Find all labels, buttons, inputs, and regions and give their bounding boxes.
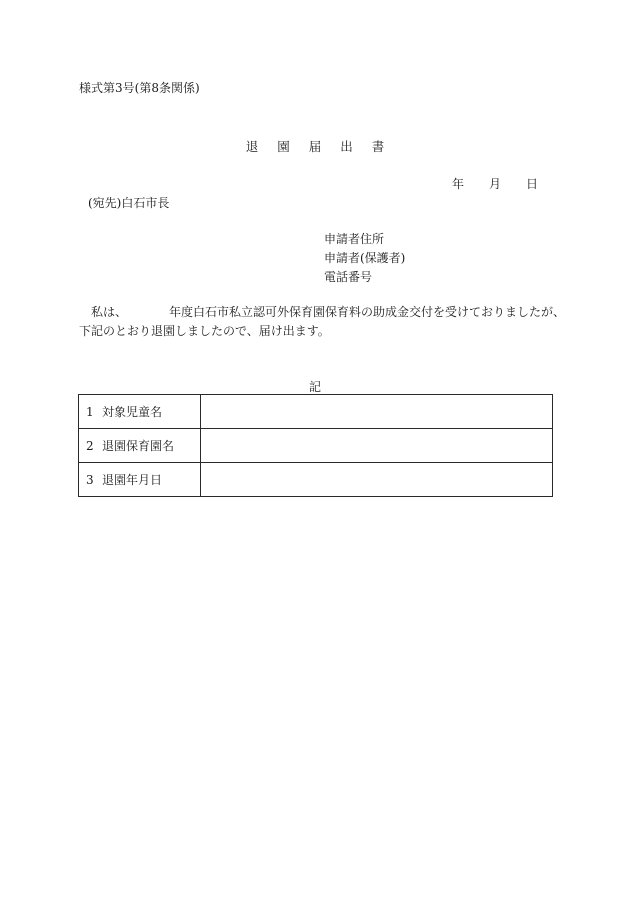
date-day-label: 日 — [526, 177, 539, 191]
date-year-label: 年 — [452, 177, 465, 191]
table-row — [79, 463, 553, 497]
row-label-cell — [79, 429, 201, 463]
ki-label: 記 — [308, 380, 321, 394]
row-label: 対象児童名 — [102, 405, 163, 419]
items-table — [78, 394, 553, 497]
row-label-cell — [79, 463, 201, 497]
date-line — [452, 175, 538, 192]
body-line1-rest: 年度白石市私立認可外保育園保育料の助成金交付を受けておりましたが、 — [169, 305, 566, 319]
body-line-1 — [79, 303, 566, 322]
date-month-label: 月 — [489, 177, 502, 191]
row-label: 退園年月日 — [102, 473, 163, 487]
table-row — [79, 395, 553, 429]
applicant-phone-label: 電話番号 — [324, 270, 373, 284]
row-label-cell — [79, 395, 201, 429]
form-number: 様式第3号(第8条関係) — [79, 81, 200, 95]
row-number: 3 — [86, 473, 94, 487]
row-number: 2 — [86, 439, 94, 453]
addressee: (宛先)白石市長 — [88, 196, 170, 210]
applicant-address-label: 申請者住所 — [324, 232, 385, 246]
applicant-block — [324, 230, 405, 287]
nursery-name-field[interactable] — [201, 429, 553, 463]
row-label: 退園保育園名 — [102, 439, 175, 453]
row-number: 1 — [86, 405, 94, 419]
body-text — [79, 303, 566, 341]
table-row — [79, 429, 553, 463]
document-title: 退 園 届 出 書 — [245, 139, 392, 154]
body-line1-start: 私は、 — [91, 305, 128, 319]
child-name-field[interactable] — [201, 395, 553, 429]
withdrawal-date-field[interactable] — [201, 463, 553, 497]
applicant-name-label: 申請者(保護者) — [324, 251, 406, 265]
body-line-2: 下記のとおり退園しましたので、届け出ます。 — [79, 324, 330, 338]
